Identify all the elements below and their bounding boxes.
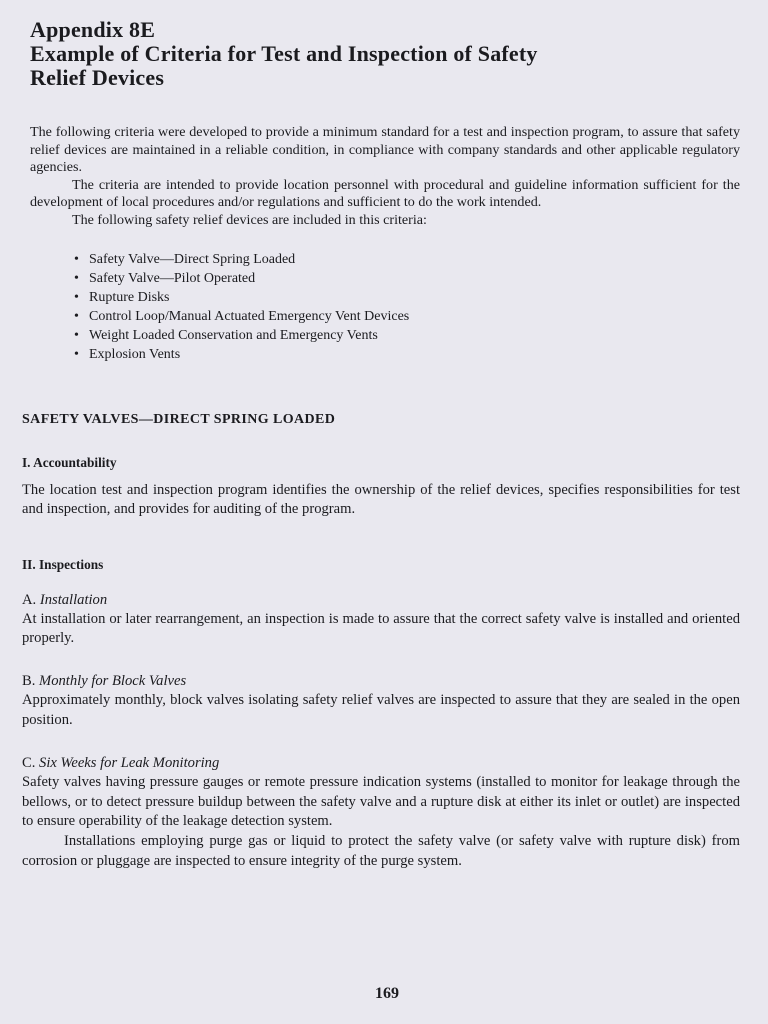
subsection-title: Six Weeks for Leak Monitoring [39,754,220,771]
accountability-text: The location test and inspection program identifies the ownership of the relief devices, specifies responsibilities for test and inspection, and provides for auditing of the program. [22,481,740,517]
appendix-label: Appendix 8E [30,17,156,42]
bullet-icon: • [74,327,79,343]
subsection-title: Monthly for Block Valves [39,673,187,690]
title-line: Relief Devices [30,65,165,90]
subsection-text [22,773,740,872]
subsection-letter: A. [22,591,37,608]
list-item-text: Weight Loaded Conservation and Emergency Vents [89,327,378,343]
bullet-icon: • [74,346,79,362]
bullet-icon: • [74,251,79,267]
list-item-text: Control Loop/Manual Actuated Emergency Vent Devices [89,308,410,324]
inspections-heading: II. Inspections [22,556,104,572]
subsection-label [22,753,740,773]
bullet-icon: • [74,308,79,324]
list-item [74,250,740,269]
monthly-subsection [22,671,740,731]
device-list [74,250,740,364]
list-item [74,269,740,288]
list-item-text: Safety Valve—Direct Spring Loaded [89,251,296,267]
leak-monitoring-subsection [22,753,740,872]
subsection-text [22,610,740,650]
list-item [74,345,740,364]
list-item [74,288,740,307]
intro-paragraph: The criteria are intended to provide location personnel with procedural and guideline information sufficient for the development of local procedures and/or regulations and sufficient to do the work intended. [30,176,740,211]
intro-paragraph: The following criteria were developed to provide a minimum standard for a test and inspection program, to assure that safety relief devices are maintained in a reliable condition, in compliance with company standards and other applicable regulatory agencies. [30,124,740,176]
accountability-heading: I. Accountability [22,454,117,470]
subsection-label [22,590,740,610]
list-item-text: Explosion Vents [89,346,181,362]
list-item-text: Safety Valve—Pilot Operated [89,270,256,286]
intro-section [30,124,740,230]
subsection-paragraph: At installation or later rearrangement, an inspection is made to assure that the correct safety valve is installed and oriented properly. [22,610,740,647]
subsection-letter: C. [22,754,36,771]
page-title [30,18,740,90]
bullet-icon: • [74,270,79,286]
subsection-letter: B. [22,673,36,690]
section-heading: SAFETY VALVES—DIRECT SPRING LOADED [22,411,336,427]
subsection-paragraph: Approximately monthly, block valves isolating safety relief valves are inspected to assure that they are sealed in the open position. [22,692,740,728]
subsection-paragraph: Safety valves having pressure gauges or remote pressure indication systems (installed to monitor for leakage through the bellows, or to detect pressure buildup between the safety valve and a rupture disk at either its inlet or outlet) are inspected to ensure operability of the leakage detection system. [22,773,740,830]
installation-subsection [22,590,740,650]
intro-paragraph: The following safety relief devices are included in this criteria: [72,211,427,228]
subsection-title: Installation [39,591,108,608]
title-line: Example of Criteria for Test and Inspection of Safety [30,41,538,66]
list-item-text: Rupture Disks [89,289,170,305]
subsection-paragraph: Installations employing purge gas or liquid to protect the safety valve (or safety valve with rupture disk) from corrosion or pluggage are inspected to ensure integrity of the purge system. [22,833,740,869]
bullet-icon: • [74,289,79,305]
subsection-label [22,671,740,691]
page-number: 169 [375,985,399,1002]
list-item [74,326,740,345]
subsection-text [22,691,740,731]
list-item [74,307,740,326]
